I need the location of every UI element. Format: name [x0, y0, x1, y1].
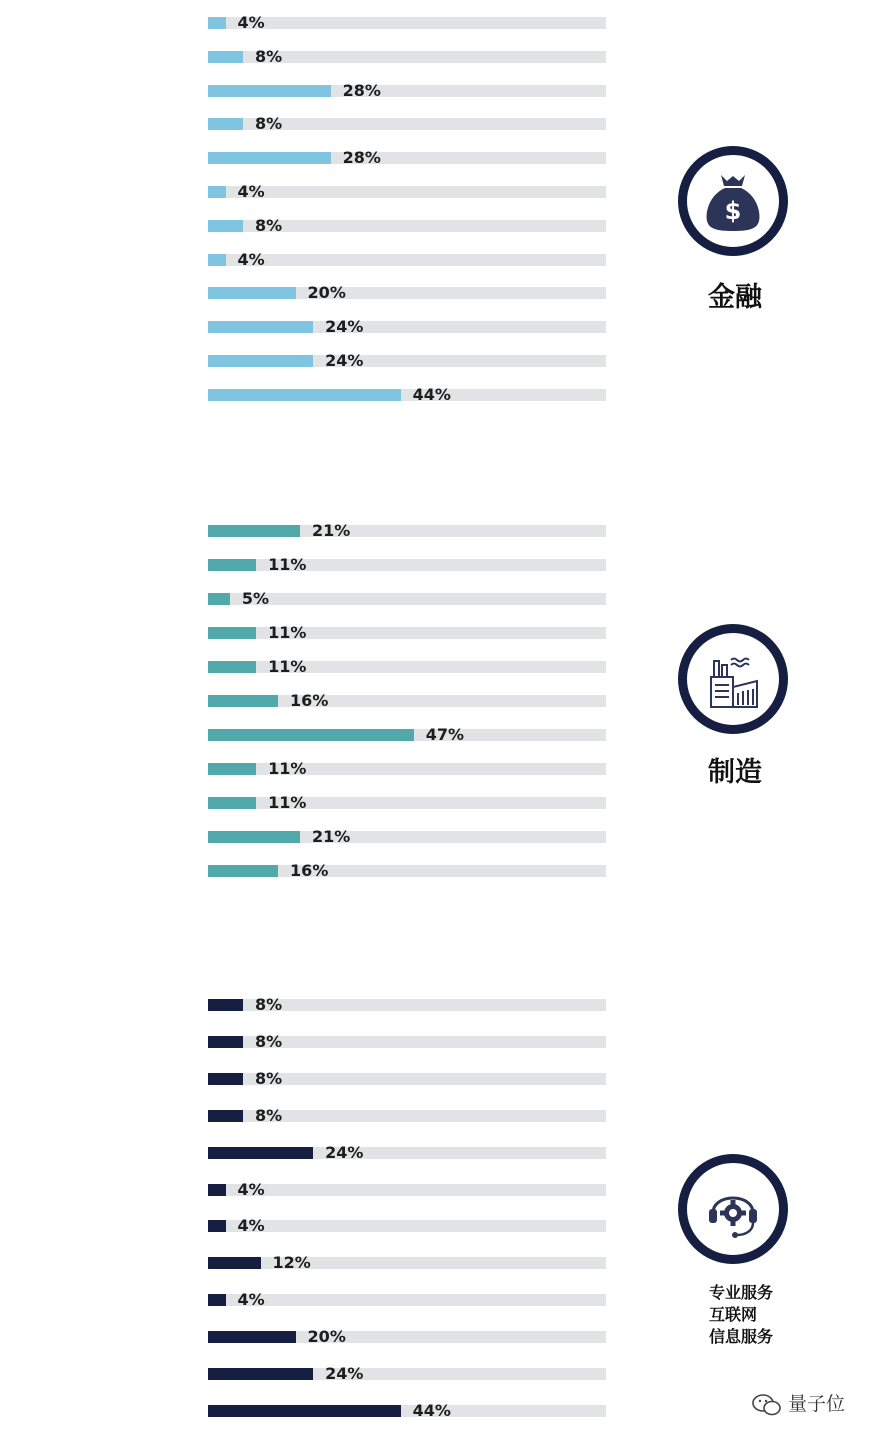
bar-row: [0, 1285, 640, 1315]
value-label: 4%: [237, 1290, 265, 1310]
bar-row: [0, 278, 640, 308]
finance-badge: [678, 146, 788, 256]
bar: [208, 355, 313, 367]
value-label: 11%: [268, 623, 307, 642]
bar-track: [208, 17, 606, 29]
services-category-line-1: 专业服务: [709, 1283, 774, 1302]
value-label: 8%: [255, 995, 283, 1014]
bar: [208, 999, 243, 1011]
bar-row: [0, 1211, 640, 1241]
value-label: 4%: [237, 249, 265, 269]
value-label: 5%: [241, 589, 270, 608]
value-label: 24%: [325, 351, 364, 370]
wechat-icon: [752, 1393, 782, 1417]
bar-row: [0, 618, 640, 648]
value-label: 24%: [325, 317, 364, 337]
bar-row: [0, 652, 640, 682]
value-label: 11%: [268, 555, 307, 574]
bar-row: [0, 143, 640, 173]
bar: [208, 729, 414, 741]
value-label: 44%: [412, 1400, 451, 1420]
value-label: 4%: [237, 1179, 265, 1199]
bar-row: [0, 1101, 640, 1131]
bar: [208, 287, 296, 299]
bar-row: [0, 76, 640, 106]
bar: [208, 1110, 243, 1122]
bar-row: [0, 1027, 640, 1057]
bar: [208, 1147, 313, 1159]
bar-row: [0, 686, 640, 716]
bar-row: [0, 245, 640, 275]
bar: [208, 661, 256, 673]
value-label: 47%: [425, 725, 465, 744]
bar-row: [0, 1064, 640, 1094]
bar-row: [0, 1138, 640, 1168]
bar-track: [208, 1294, 606, 1306]
bar-row: [0, 720, 640, 750]
value-label: 12%: [272, 1253, 311, 1273]
bar: [208, 1184, 226, 1196]
bar-track: [208, 186, 606, 198]
value-label: 8%: [255, 1068, 283, 1088]
svg-text:$: $: [724, 197, 742, 225]
value-label: 8%: [255, 215, 283, 235]
bar: [208, 220, 243, 232]
bar: [208, 525, 300, 537]
bar: [208, 797, 256, 809]
value-label: 4%: [237, 13, 265, 32]
bar: [208, 831, 300, 843]
value-label: 16%: [290, 691, 329, 710]
manufacturing-badge: [678, 624, 788, 734]
bar-row: [0, 346, 640, 376]
value-label: 4%: [237, 1216, 265, 1236]
bar-row: [0, 312, 640, 342]
bar-row: [0, 754, 640, 784]
value-label: 11%: [268, 793, 307, 812]
bar-row: [0, 1396, 640, 1426]
bar: [208, 1257, 261, 1269]
bar-row: [0, 1322, 640, 1352]
bar: [208, 1036, 243, 1048]
bar-row: [0, 822, 640, 852]
bar-track: [208, 1257, 606, 1269]
value-label: 8%: [255, 114, 283, 134]
bar-row: [0, 380, 640, 410]
value-label: 8%: [255, 1105, 283, 1125]
value-label: 8%: [255, 46, 283, 66]
headset-gear-icon: [687, 1163, 779, 1255]
services-category-line-3: 信息服务: [709, 1327, 774, 1346]
bar: [208, 865, 278, 877]
bar-row: [0, 990, 640, 1020]
bar-row: [0, 1359, 640, 1389]
bar-row: [0, 177, 640, 207]
value-label: 24%: [325, 1364, 364, 1383]
value-label: 4%: [237, 182, 265, 201]
bar-row: [0, 1248, 640, 1278]
factory-icon: [687, 633, 779, 725]
bar-row: [0, 1175, 640, 1205]
value-label: 24%: [325, 1142, 364, 1162]
bar: [208, 85, 331, 97]
watermark-text: 量子位: [788, 1393, 846, 1415]
bar-row: [0, 584, 640, 614]
bar: [208, 1368, 313, 1380]
bar: [208, 1405, 401, 1417]
bar: [208, 1331, 296, 1343]
manufacturing-category-label: 制造: [708, 757, 762, 788]
bar: [208, 118, 243, 130]
bar: [208, 51, 243, 63]
bar-row: [0, 211, 640, 241]
bar-row: [0, 516, 640, 546]
professional-services-badge: [678, 1154, 788, 1264]
bar: [208, 559, 256, 571]
bar-row: [0, 42, 640, 72]
bar: [208, 254, 226, 266]
bar: [208, 17, 226, 29]
bar: [208, 763, 256, 775]
value-label: 21%: [311, 521, 351, 540]
bar-row: [0, 788, 640, 818]
services-category-line-2: 互联网: [709, 1305, 758, 1324]
bar-row: [0, 856, 640, 886]
bar-row: [0, 109, 640, 139]
bar: [208, 389, 401, 401]
bar-row: [0, 8, 640, 38]
value-label: 28%: [342, 148, 381, 168]
value-label: 11%: [268, 657, 307, 676]
bar: [208, 1294, 226, 1306]
bar: [208, 593, 230, 605]
bar: [208, 186, 226, 198]
finance-category-label: 金融: [708, 282, 762, 313]
value-label: 8%: [255, 1031, 283, 1051]
value-label: 44%: [412, 384, 451, 404]
value-label: 11%: [268, 759, 307, 778]
bar: [208, 152, 331, 164]
bar: [208, 627, 256, 639]
money-bag-icon: [687, 155, 779, 247]
value-label: 21%: [311, 827, 351, 846]
value-label: 20%: [307, 283, 346, 303]
value-label: 16%: [290, 861, 329, 880]
bar-track: [208, 1220, 606, 1232]
bar-track: [208, 254, 606, 266]
bar: [208, 321, 313, 333]
value-label: 28%: [342, 80, 381, 100]
bar: [208, 695, 278, 707]
bar: [208, 1073, 243, 1085]
bar-track: [208, 1184, 606, 1196]
bar: [208, 1220, 226, 1232]
bar-row: [0, 550, 640, 580]
value-label: 20%: [307, 1327, 346, 1347]
